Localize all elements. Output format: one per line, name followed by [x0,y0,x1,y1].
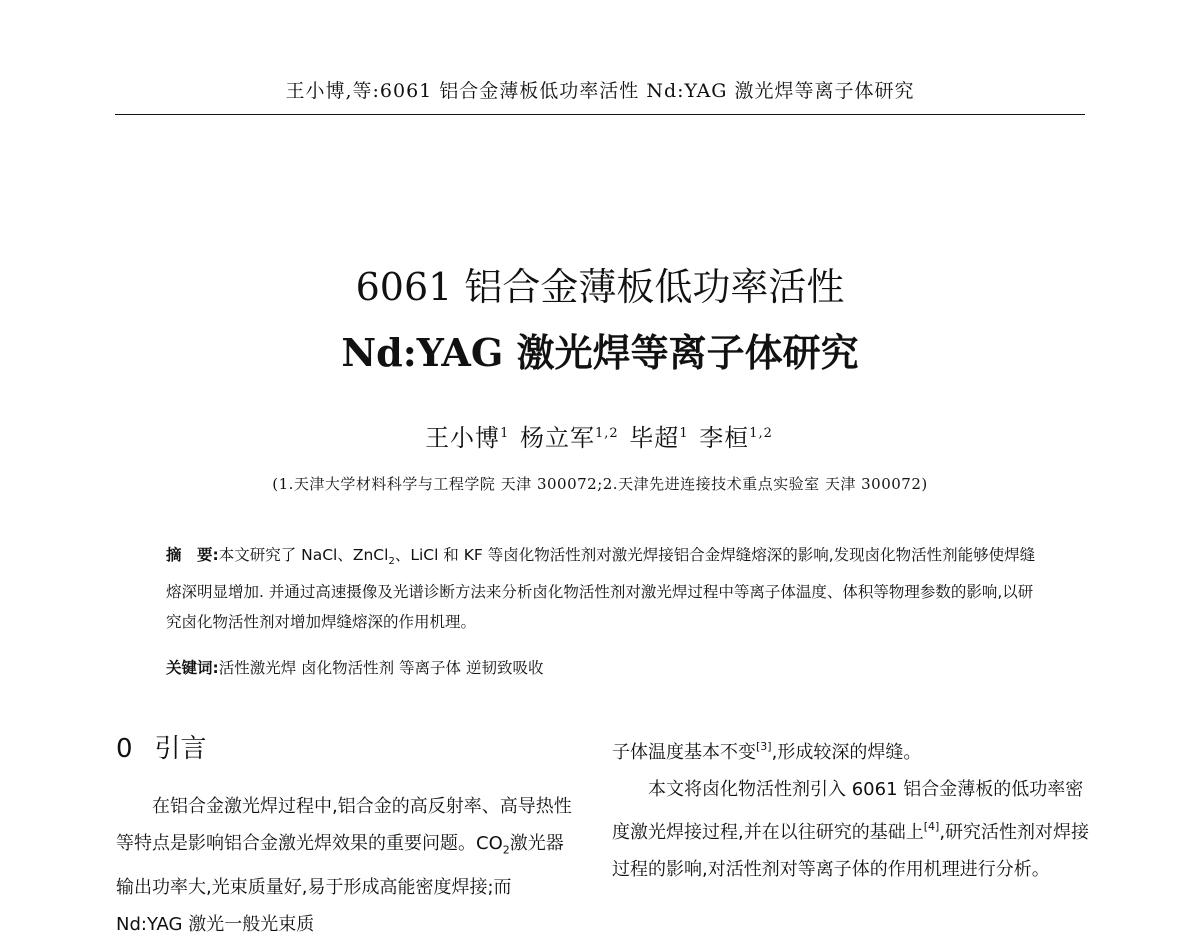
author-affiliation-mark: 1 [500,426,510,441]
affiliations: (1.天津大学材料科学与工程学院 天津 300072;2.天津先进连接技术重点实验室 天津 300072) [272,475,928,493]
right-column [612,728,1090,888]
right-paragraph-1 [612,728,1090,771]
author-affiliation-mark: 1,2 [594,426,619,441]
section-number: 0 [116,734,133,764]
author-name: 李桓 [699,424,750,452]
intro-text-b: 激光器输出功率大,光束质量好,易于形成高能密度焊接;而 Nd:YAG 激光一般光束质 [116,833,564,935]
citation-ref: [3] [756,740,772,753]
keywords-label: 关键词: [166,659,219,677]
keywords-text: 活性激光焊 卤化物活性剂 等离子体 逆韧致吸收 [218,659,544,677]
left-column [116,788,578,943]
citation-ref: [4] [923,820,940,833]
right-text-c: 本文将卤化物活性剂引入 6061 铝合金薄板的低功率密度激光焊接过程,并在以往研究的基础上 [612,779,1084,843]
abstract [166,540,1046,637]
keywords [166,653,1046,683]
abstract-label: 摘 要: [166,546,219,564]
section-heading-introduction [116,728,207,765]
abstract-subscript: 2 [388,556,395,568]
intro-text-a: 在铝合金激光焊过程中,铝合金的高反射率、高导热性等特点是影响铝合金激光焊效果的重要问题。CO [116,796,572,854]
paper-title-line-2 [0,330,1200,376]
right-text-d: ,研究活性剂对焊接过程的影响,对活性剂对等离子体的作用机理进行分析。 [612,822,1090,880]
author-name: 杨立军 [519,424,595,452]
author-affiliation-mark: 1 [679,426,689,441]
title-line-2-rest: 激光焊等离子体研究 [503,330,859,375]
section-title: 引言 [154,734,207,764]
abstract-text-a: 本文研究了 NaCl、ZnCl [218,546,389,564]
right-text-a: 子体温度基本不变 [612,742,756,763]
author-name: 毕超 [629,424,680,452]
author-affiliation-mark: 1,2 [749,426,773,441]
paper-title-line-1: 6061 铝合金薄板低功率活性 [355,265,845,309]
author-name: 王小博 [425,424,501,452]
author-list [0,418,1200,453]
running-head: 王小博,等:6061 铝合金薄板低功率活性 Nd:YAG 激光焊等离子体研究 [285,80,915,102]
abstract-text-b: 、LiCl 和 KF 等卤化物活性剂对激光焊接铝合金焊缝熔深的影响,发现卤化物活性剂能够使焊缝熔深明显增加. 并通过高速摄像及光谱诊断方法来分析卤化物活性剂对激光焊过程中等离子体温度、体积等物理参数的影响,以研究卤化物活性剂对增加焊缝熔深的作用机理。 [166,546,1036,632]
right-paragraph-2 [612,771,1090,888]
co2-subscript: 2 [502,843,510,857]
right-text-b: ,形成较深的焊缝。 [771,742,922,763]
title-nd-yag: Nd:YAG [341,330,504,375]
intro-paragraph-1 [116,788,578,943]
header-rule [115,114,1085,115]
